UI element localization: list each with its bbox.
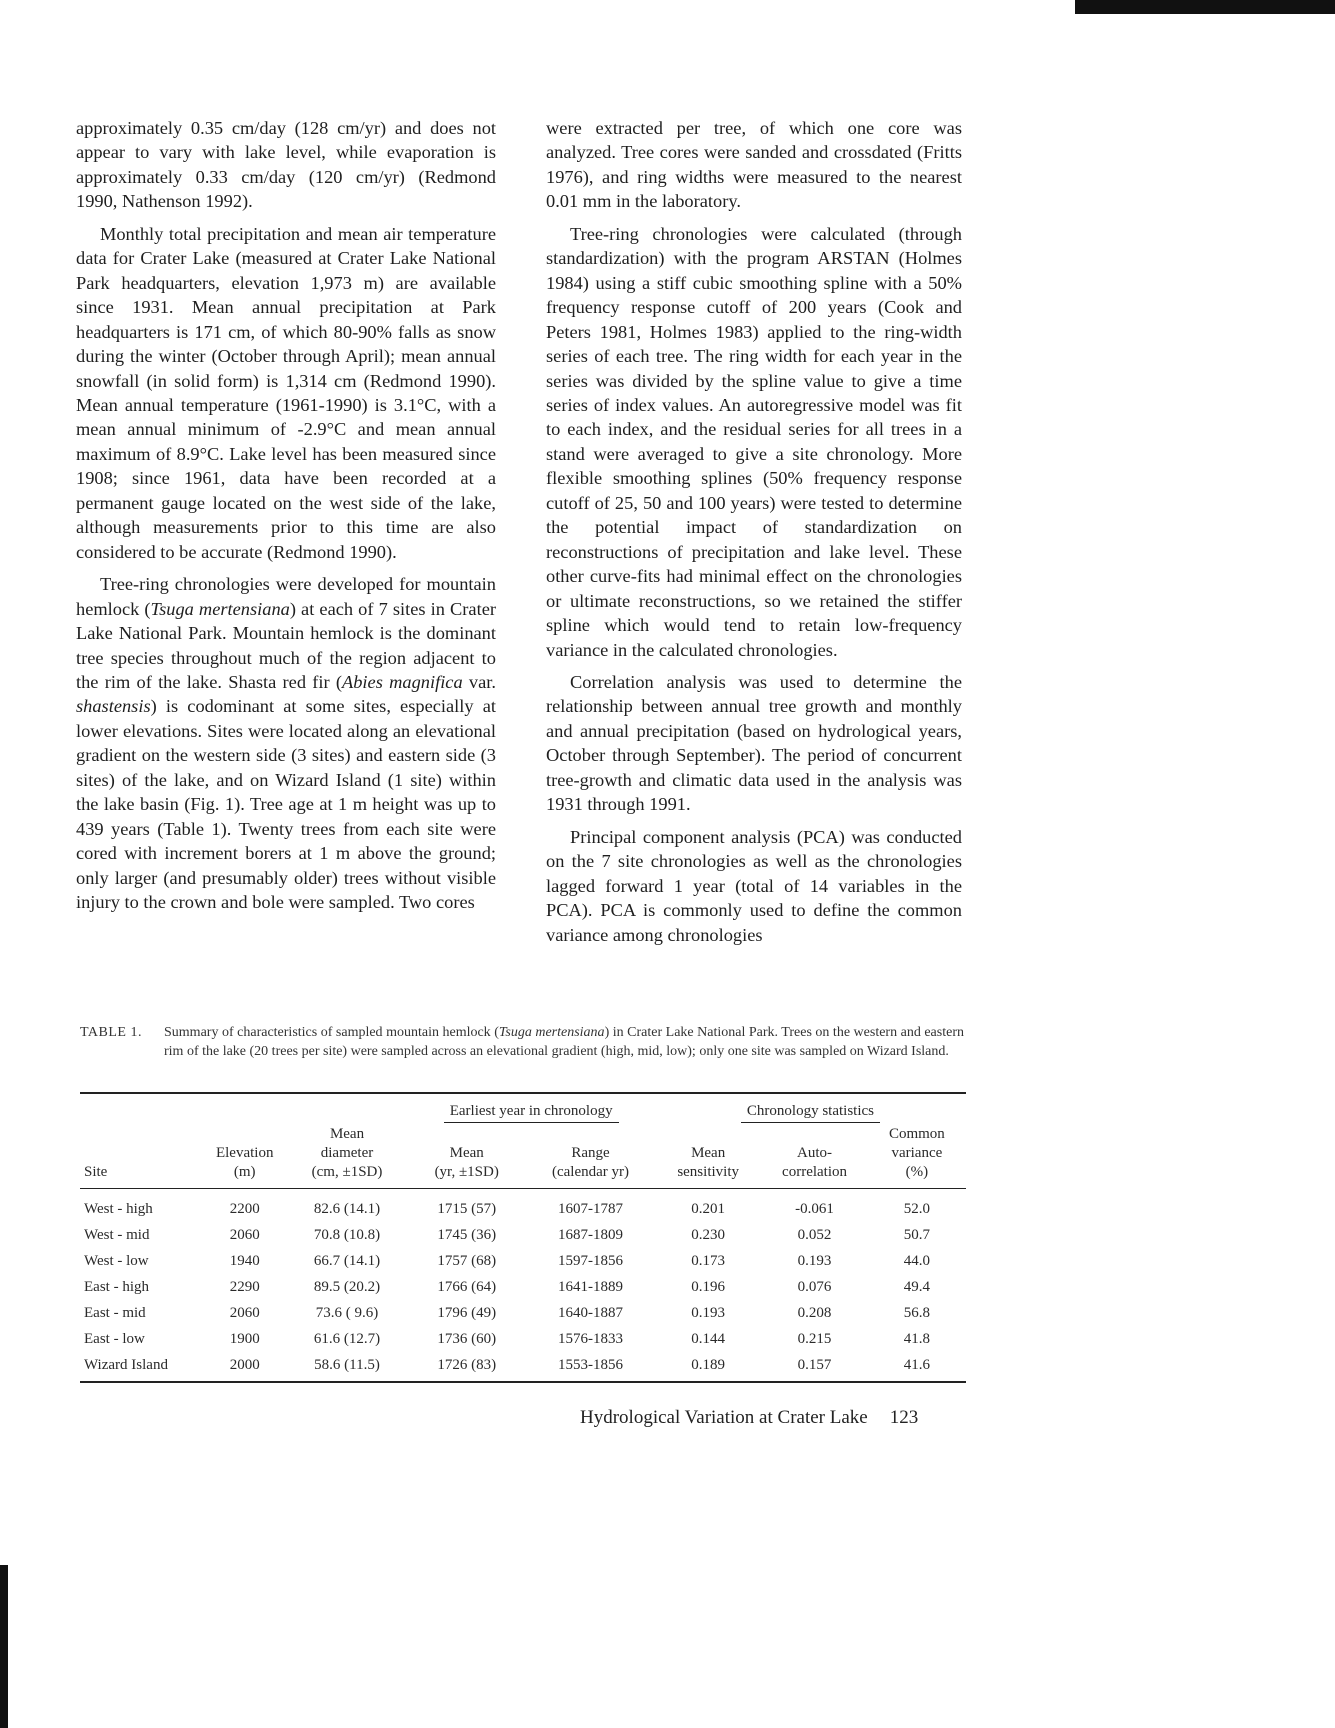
table-caption [80, 1023, 964, 1061]
table-group-header [80, 1093, 966, 1123]
data-table [80, 1092, 966, 1383]
paragraph: Principal component analysis (PCA) was conducted on the 7 site chronologies as well as the chronologies lagged forward 1 year (total of 14 variables in the PCA). PCA is commonly used to define the common variance among chronologies [546, 826, 962, 945]
group-earliest-year: Earliest year in chronology [444, 1102, 619, 1123]
table-row: West - low 1940 66.7 (14.1) 1757 (68) 1597-1856 0.173 0.193 44.0 [84, 1252, 930, 1269]
table-header [80, 1123, 966, 1189]
table-row: East - high 2290 89.5 (20.2) 1766 (64) 1641-1889 0.196 0.076 49.4 [84, 1278, 930, 1295]
paragraph: approximately 0.35 cm/day (128 cm/yr) and does not appear to vary with lake level, while evaporation is approximately 0.33 cm/day (120 cm/yr) (Redmond 1990, Nathenson 1992). [76, 118, 496, 212]
species-name: Tsuga mertensiana [150, 598, 290, 619]
col-site: Site [84, 1164, 108, 1180]
text-run: ) in Crater Lake National Park. Trees on the western and eastern rim of the lake (20 trees per site) were sampled across an elevational gradient (high, mid, low); only one site was sampled on Wizard Island. [164, 1025, 964, 1059]
paragraph: Correlation analysis was used to determine the relationship between annual tree growth and monthly and annual precipitation (based on hydrological years, October through September). The period of concurrent tree-growth and climatic data used in the analysis was 1931 through 1991. [546, 671, 962, 815]
table-row: East - mid 2060 73.6 ( 9.6) 1796 (49) 1640-1887 0.193 0.208 56.8 [84, 1304, 930, 1321]
paragraph [76, 572, 496, 914]
species-name: Abies magnifica [342, 671, 463, 692]
caption-text [164, 1023, 964, 1061]
table-label: TABLE 1. [80, 1025, 142, 1040]
running-title: Hydrological Variation at Crater Lake [580, 1407, 868, 1428]
paragraph: Monthly total precipitation and mean air temperature data for Crater Lake (measured at Crater Lake National Park headquarters, elevation 1,973 m) are available since 1931. Mean annual precipitation at Park headquarters is 171 cm, of which 80-90% falls as snow during the winter (October through April); mean annual snowfall (in solid form) is 1,314 cm (Redmond 1990). Mean annual temperature (1961-1990) is 3.1°C, with a mean annual minimum of -2.9°C and mean annual maximum of 8.9°C. Lake level has been measured since 1908; since 1961, data have been recorded at a permanent gauge located on the west side of the lake, although measurements prior to this time are also considered to be accurate (Redmond 1990). [76, 223, 496, 562]
col-earliest-range: Range (calendar yr) [551, 1145, 630, 1180]
table-row: West - high 2200 82.6 (14.1) 1715 (57) 1607-1787 0.201 -0.061 52.0 [84, 1200, 930, 1217]
text-run: Summary of characteristics of sampled mountain hemlock ( [164, 1025, 499, 1040]
table-row: Wizard Island 2000 58.6 (11.5) 1726 (83) 1553-1856 0.189 0.157 41.6 [80, 1352, 966, 1382]
col-diameter: Mean diameter (cm, ±1SD) [311, 1126, 383, 1180]
table-row: East - low 1900 61.6 (12.7) 1736 (60) 1576-1833 0.144 0.215 41.8 [84, 1330, 930, 1347]
page-number: 123 [889, 1407, 919, 1428]
col-earliest-mean: Mean (yr, ±1SD) [434, 1145, 499, 1180]
species-name: Tsuga mertensiana [498, 1025, 605, 1040]
col-autocorrelation: Auto- correlation [782, 1145, 848, 1180]
table-row: West - mid 2060 70.8 (10.8) 1745 (36) 1687-1809 0.230 0.052 50.7 [84, 1226, 930, 1243]
scan-edge-top [1075, 0, 1335, 14]
paragraph: were extracted per tree, of which one core was analyzed. Tree cores were sanded and crossdated (Fritts 1976), and ring widths were measured to the nearest 0.01 mm in the laboratory. [546, 118, 962, 212]
scan-edge-left [0, 1565, 8, 1728]
text-run: var. [462, 671, 496, 692]
text-run: ) is codominant at some sites, especially at lower elevations. Sites were located along an elevational gradient on the western side (3 sites) and eastern side (3 sites) of the lake, and on Wizard Island (1 site) within the lake basin (Fig. 1). Tree age at 1 m height was up to 439 years (Table 1). Twenty trees from each site were cored with increment borers at 1 m above the ground; only larger (and presumably older) trees without visible injury to the crown and bole were sampled. Two cores [76, 696, 496, 913]
paragraph: Tree-ring chronologies were calculated (through standardization) with the program ARSTAN (Holmes 1984) using a stiff cubic smoothing spline with a 50% frequency response cutoff of 200 years (Cook and Peters 1981, Holmes 1983) applied to the ring-width series of each tree. The ring width for each year in the series was divided by the spline value to give a time series of index values. An autoregressive model was fit to each index, and the residual series for all trees in a stand were averaged to give a site chronology. More flexible smoothing splines (50% frequency response cutoff of 25, 50 and 100 years) were tested to determine the potential impact of standardization on reconstructions of precipitation and lake level. These other curve-fits had minimal effect on the chronologies or ultimate reconstructions, so we retained the stiffer spline which would tend to retain low-frequency variance in the calculated chronologies. [546, 223, 962, 660]
right-column [546, 116, 962, 955]
col-elevation: Elevation (m) [215, 1145, 274, 1180]
left-column [76, 116, 496, 923]
col-sensitivity: Mean sensitivity [677, 1145, 739, 1180]
text-run: Tree-ring chronologies were developed for mountain hemlock ( [76, 574, 496, 619]
group-chronology-stats: Chronology statistics [741, 1102, 880, 1123]
col-common-variance: Common variance (%) [888, 1126, 945, 1180]
species-name: shastensis [76, 696, 151, 717]
text-run: ) at each of 7 sites in Crater Lake National Park. Mountain hemlock is the dominant tree species throughout much of the region adjacent to the rim of the lake. Shasta red fir ( [76, 598, 496, 692]
page-footer [580, 1407, 918, 1429]
